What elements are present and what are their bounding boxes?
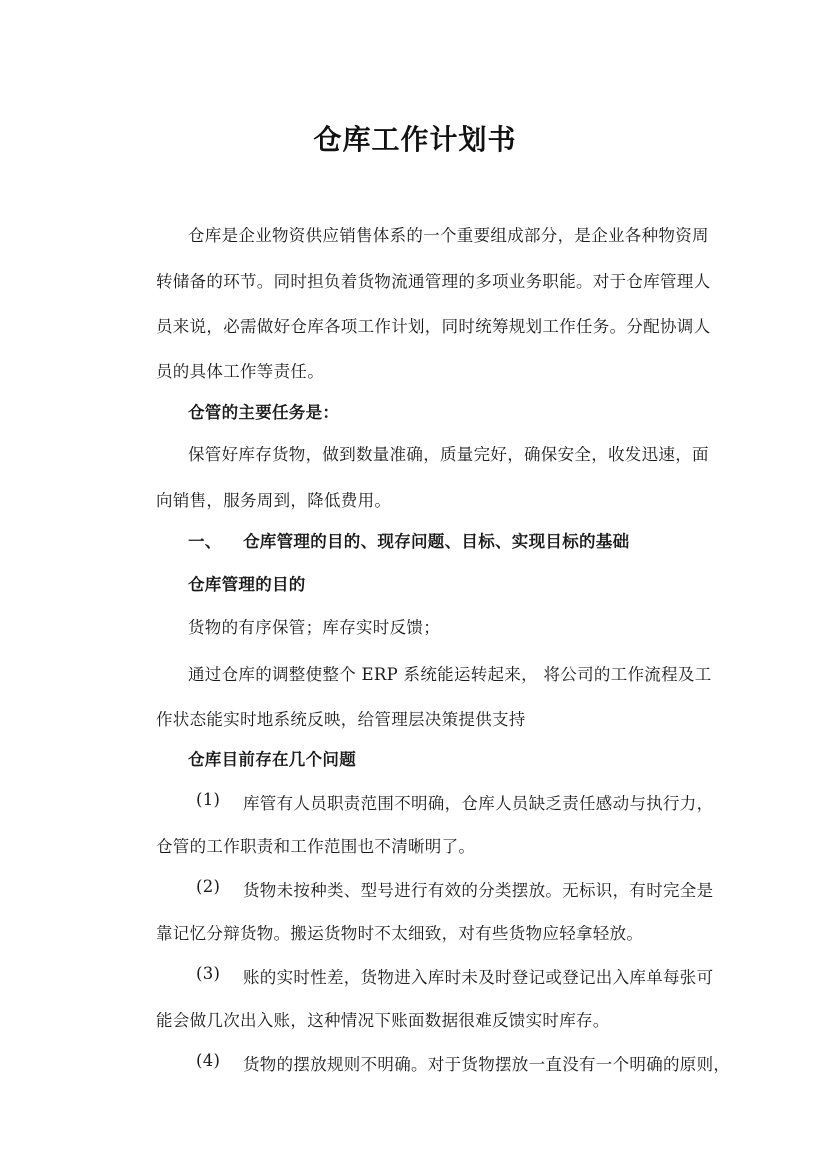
problem-2-line-1: 货物未按种类、型号进行有效的分类摆放。无标识，有时完全是 — [243, 881, 714, 900]
problem-3-number: (3) — [196, 964, 221, 983]
problem-3-line-2: 能会做几次出入账，这种情况下账面数据很难反馈实时库存。 — [156, 1011, 610, 1030]
section-1-number: 一、 — [188, 532, 222, 551]
main-task-line-1: 保管好库存货物，做到数量准确，质量完好，确保安全，收发迅速，面 — [188, 445, 709, 464]
problem-1-number: (1) — [196, 790, 221, 809]
problems-heading: 仓库目前存在几个问题 — [188, 750, 356, 769]
intro-line-3: 员来说，必需做好仓库各项工作计划，同时统筹规划工作任务。分配协调人 — [156, 317, 711, 336]
intro-line-1: 仓库是企业物资供应销售体系的一个重要组成部分，是企业各种物资周 — [188, 226, 709, 245]
problem-4-number: (4) — [196, 1051, 221, 1070]
purpose-line-2b: 作状态能实时地系统反映，给管理层决策提供支持 — [156, 710, 526, 729]
problem-3-line-1: 账的实时性差，货物进入库时未及时登记或登记出入库单每张可 — [243, 968, 714, 987]
main-task-line-2: 向销售，服务周到，降低费用。 — [156, 491, 392, 510]
section-1-heading: 仓库管理的目的、现存问题、目标、实现目标的基础 — [243, 532, 630, 551]
problem-2-line-2: 靠记忆分辩货物。搬运货物时不太细致，对有些货物应轻拿轻放。 — [156, 924, 644, 943]
problem-4-line-1: 货物的摆放规则不明确。对于货物摆放一直没有一个明确的原则， — [243, 1055, 731, 1074]
intro-line-4: 员的具体工作等责任。 — [156, 362, 324, 381]
purpose-line-1: 货物的有序保管；库存实时反馈； — [188, 618, 440, 637]
document-title: 仓库工作计划书 — [313, 123, 517, 156]
purpose-line-2a: 通过仓库的调整使整个 ERP 系统能运转起来， 将公司的工作流程及工 — [188, 665, 712, 684]
problem-1-line-2: 仓管的工作职责和工作范围也不清晰明了。 — [156, 837, 476, 856]
main-task-heading: 仓管的主要任务是： — [188, 403, 340, 422]
purpose-heading: 仓库管理的目的 — [188, 575, 306, 594]
intro-line-2: 转储备的环节。同时担负着货物流通管理的多项业务职能。对于仓库管理人 — [156, 272, 711, 291]
problem-2-number: (2) — [196, 877, 221, 896]
problem-1-line-1: 库管有人员职责范围不明确，仓库人员缺乏责任感动与执行力， — [243, 794, 714, 813]
